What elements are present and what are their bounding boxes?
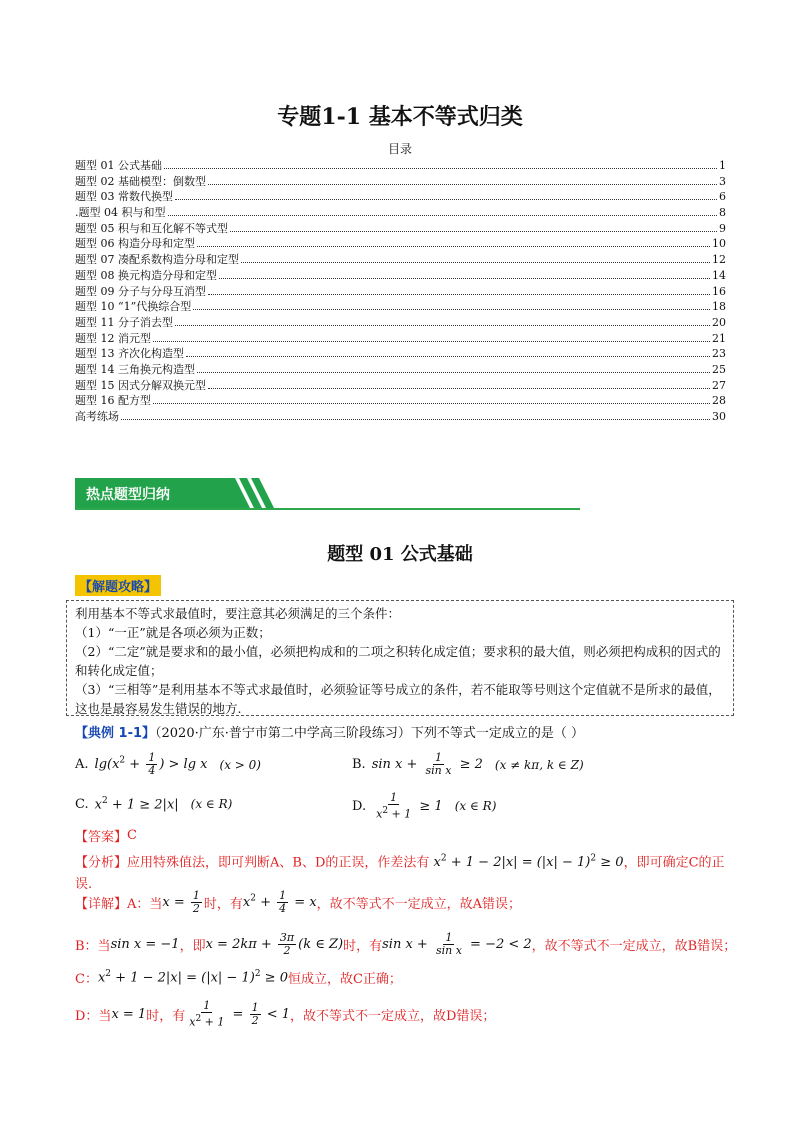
toc-leader-dots bbox=[208, 293, 710, 295]
toc-entry-label: 题型 16 配方型 bbox=[75, 394, 151, 408]
tips-tag: 【解题攻略】 bbox=[75, 575, 161, 596]
toc-entry-label: 题型 12 消元型 bbox=[75, 331, 151, 345]
answer-value: C bbox=[127, 828, 137, 843]
toc-entry-label: 高考练场 bbox=[75, 410, 119, 423]
option-d-formula: $\frac{1}{x^2 + 1}$ ≥ 1 bbox=[376, 791, 443, 821]
toc-leader-dots bbox=[193, 308, 710, 310]
detail-a-formula-1: x = $\frac{1}{2}$ bbox=[162, 889, 200, 915]
toc-entry[interactable] bbox=[75, 315, 726, 331]
toc-entry-label: 题型 15 因式分解双换元型 bbox=[75, 378, 206, 392]
toc-entry-label: 题型 10 “1”代换综合型 bbox=[75, 300, 192, 314]
section-title: 题型 01 公式基础 bbox=[327, 544, 473, 565]
answer-label: 【答案】 bbox=[75, 830, 128, 845]
toc-entry[interactable] bbox=[75, 362, 726, 378]
toc-entry[interactable] bbox=[75, 378, 726, 394]
tips-box bbox=[66, 600, 734, 716]
toc-entry-page: 18 bbox=[712, 300, 726, 314]
toc-entry[interactable] bbox=[75, 299, 726, 315]
detail-a-formula-2: $x^2$ + $\frac{1}{4}$ = x bbox=[242, 889, 317, 915]
toc-entry[interactable] bbox=[75, 331, 726, 347]
example-text: （2020·广东·普宁市第二中学高三阶段练习）下列不等式一定成立的是（ ） bbox=[155, 726, 584, 741]
toc-entry[interactable] bbox=[75, 158, 726, 174]
banner-underline bbox=[75, 508, 580, 510]
detail-b-formula-1: sin x = −1 bbox=[110, 937, 180, 952]
table-of-contents bbox=[75, 158, 726, 425]
toc-entry-label: 题型 07 凑配系数构造分母和定型 bbox=[75, 253, 239, 267]
analysis-text-after: ，即可确定C的正误. bbox=[75, 855, 725, 893]
toc-leader-dots bbox=[208, 387, 710, 389]
page-title: 专题1-1 基本不等式归类 bbox=[277, 104, 523, 130]
detail-d-mid: 时，有 bbox=[146, 1008, 186, 1024]
tips-line: （2）“二定”就是要求和的最小值，必须把构成和的二项之积转化成定值；要求积的最大值，则必须把构成积的因式的和转化成定值； bbox=[75, 644, 721, 678]
toc-leader-dots bbox=[219, 277, 710, 279]
toc-entry-page: 21 bbox=[712, 331, 726, 345]
option-a-letter: A. bbox=[75, 757, 89, 772]
option-a-formula: $\lg(x^2$ + $\frac{1}{4}$ ) > lg x bbox=[94, 751, 208, 777]
option-d bbox=[352, 792, 496, 821]
toc-leader-dots bbox=[230, 230, 717, 232]
toc-entry-page: 12 bbox=[712, 253, 726, 267]
toc-entry-page: 28 bbox=[712, 394, 726, 408]
toc-leader-dots bbox=[208, 183, 717, 185]
toc-entry[interactable] bbox=[75, 268, 726, 284]
toc-entry-page: 23 bbox=[712, 347, 726, 361]
option-b bbox=[352, 752, 584, 777]
detail-b-formula-2: x = 2kπ + $\frac{3\pi}{2}$ (k ∈ Z) bbox=[205, 931, 344, 957]
example-stem bbox=[75, 722, 584, 741]
option-b-letter: B. bbox=[352, 757, 366, 772]
toc-entry[interactable] bbox=[75, 346, 726, 362]
detail-label: 【详解】 bbox=[75, 897, 128, 912]
toc-entry-label: 题型 06 构造分母和定型 bbox=[75, 237, 195, 251]
toc-entry-page: 8 bbox=[719, 206, 726, 220]
toc-entry[interactable] bbox=[75, 221, 726, 237]
toc-entry-page: 30 bbox=[712, 410, 726, 423]
toc-entry-page: 14 bbox=[712, 268, 726, 282]
analysis-formula: $x^2 + 1 - 2|x| = (|x| - 1)^2 \ge 0$ bbox=[433, 854, 624, 871]
detail-a-mid: 时，有 bbox=[203, 897, 243, 912]
toc-entry-label: 题型 05 积与和互化解不等式型 bbox=[75, 221, 228, 235]
option-b-formula: sin x + $\frac{1}{\text{sin x}}$ ≥ 2 bbox=[371, 751, 483, 777]
detail-c-prefix: C： bbox=[75, 972, 98, 987]
detail-d-line bbox=[75, 1000, 495, 1029]
analysis-text-before: 应用特殊值法，即可判断A、B、D的正误，作差法有 bbox=[127, 855, 430, 871]
toc-leader-dots bbox=[241, 261, 710, 263]
toc-entry-page: 20 bbox=[712, 315, 726, 329]
analysis-label: 【分析】 bbox=[75, 855, 128, 871]
toc-leader-dots bbox=[175, 198, 717, 200]
option-c bbox=[75, 796, 232, 812]
toc-leader-dots bbox=[168, 214, 718, 216]
option-a bbox=[75, 752, 261, 777]
toc-entry[interactable] bbox=[75, 284, 726, 300]
toc-entry-label: .题型 04 积与和型 bbox=[75, 206, 166, 220]
toc-entry[interactable] bbox=[75, 236, 726, 252]
toc-leader-dots bbox=[164, 167, 717, 169]
detail-d-formula-1: x = 1 bbox=[111, 1006, 147, 1022]
detail-b-formula-3: sin x + $\frac{1}{\text{sin x}}$ = −2 < 2 bbox=[382, 931, 532, 957]
detail-c-suffix: 恒成立，故C正确； bbox=[287, 972, 402, 987]
detail-a-line bbox=[75, 890, 521, 915]
toc-entry[interactable] bbox=[75, 409, 726, 425]
detail-c-formula: $x^2 + 1 - 2|x| = (|x| - 1)^2 \ge 0$ bbox=[97, 969, 288, 986]
toc-entry[interactable] bbox=[75, 393, 726, 409]
toc-leader-dots bbox=[186, 355, 710, 357]
toc-leader-dots bbox=[153, 402, 710, 404]
toc-entry[interactable] bbox=[75, 252, 726, 268]
option-d-condition: (x ∈ R) bbox=[454, 799, 497, 814]
toc-entry-page: 25 bbox=[712, 362, 726, 376]
toc-entry[interactable] bbox=[75, 205, 726, 221]
toc-entry[interactable] bbox=[75, 174, 726, 190]
toc-entry-label: 题型 11 分子消去型 bbox=[75, 315, 173, 329]
toc-leader-dots bbox=[175, 324, 710, 326]
toc-leader-dots bbox=[197, 371, 710, 373]
detail-b-suffix: ，故不等式不一定成立，故B错误； bbox=[531, 939, 737, 954]
tips-line: 利用基本不等式求最值时，要注意其必须满足的三个条件： bbox=[75, 606, 401, 621]
tips-line: （1）“一正”就是各项必须为正数； bbox=[75, 625, 271, 640]
option-c-letter: C. bbox=[75, 796, 89, 812]
toc-entry-page: 27 bbox=[712, 378, 726, 392]
option-d-letter: D. bbox=[352, 798, 367, 814]
toc-heading: 目录 bbox=[387, 142, 412, 156]
toc-entry-page: 9 bbox=[719, 221, 726, 235]
answer-line bbox=[75, 826, 137, 845]
toc-entry-page: 16 bbox=[712, 284, 726, 298]
toc-entry-label: 题型 03 常数代换型 bbox=[75, 190, 173, 204]
detail-b-mid1: ，即 bbox=[179, 939, 206, 954]
toc-entry-label: 题型 14 三角换元构造型 bbox=[75, 362, 195, 376]
toc-entry-label: 题型 01 公式基础 bbox=[75, 159, 162, 172]
toc-entry-page: 1 bbox=[719, 159, 726, 172]
toc-entry-page: 6 bbox=[719, 190, 726, 204]
toc-entry-label: 题型 09 分子与分母互消型 bbox=[75, 284, 206, 298]
toc-entry[interactable] bbox=[75, 189, 726, 205]
detail-a-prefix: A：当 bbox=[127, 897, 163, 912]
toc-leader-dots bbox=[153, 340, 710, 342]
option-b-condition: (x ≠ kπ, k ∈ Z) bbox=[494, 757, 584, 772]
option-c-condition: (x ∈ R) bbox=[190, 797, 233, 812]
option-a-condition: (x > 0) bbox=[219, 757, 261, 772]
toc-entry-page: 3 bbox=[719, 174, 726, 188]
toc-entry-label: 题型 13 齐次化构造型 bbox=[75, 347, 184, 361]
detail-a-suffix: ，故不等式不一定成立，故A错误； bbox=[316, 897, 522, 912]
detail-d-prefix: D：当 bbox=[75, 1008, 112, 1024]
detail-b-mid2: 时，有 bbox=[343, 939, 383, 954]
detail-b-prefix: B：当 bbox=[75, 939, 111, 954]
option-c-formula: $x^2 + 1 \ge 2|x|$ bbox=[94, 796, 179, 813]
toc-entry-label: 题型 08 换元构造分母和定型 bbox=[75, 268, 217, 282]
detail-d-suffix: ，故不等式不一定成立，故D错误； bbox=[290, 1008, 496, 1024]
toc-entry-page: 10 bbox=[712, 237, 726, 251]
toc-leader-dots bbox=[197, 245, 710, 247]
toc-entry-label: 题型 02 基础模型：倒数型 bbox=[75, 174, 206, 188]
detail-c-line bbox=[75, 968, 402, 987]
tips-line: （3）“三相等”是利用基本不等式求最值时，必须验证等号成立的条件，若不能取等号则这个定值就不是所求的最值，这也是最容易发生错误的地方. bbox=[75, 682, 721, 716]
banner-text: 热点题型归纳 bbox=[86, 487, 170, 503]
example-tag: 【典例 1-1】 bbox=[75, 726, 156, 741]
toc-leader-dots bbox=[121, 418, 710, 420]
detail-b-line bbox=[75, 932, 736, 957]
detail-d-formula-2: $\frac{1}{x^2 + 1}$ = $\frac{1}{2}$ < 1 bbox=[189, 999, 290, 1029]
